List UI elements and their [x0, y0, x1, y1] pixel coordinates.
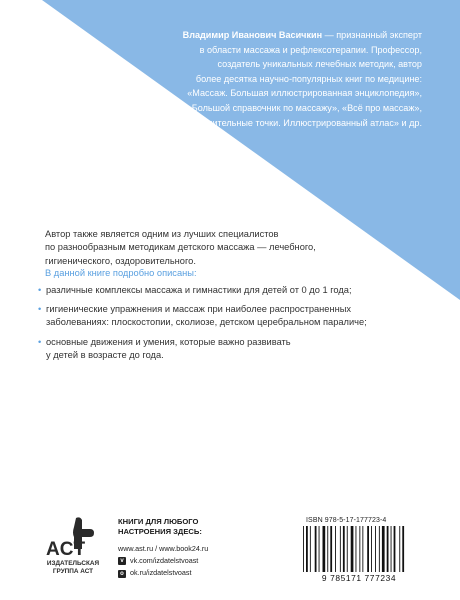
- author-bio-line-7: «Целительные точки. Иллюстрированный атлас» и др.: [190, 117, 422, 128]
- publisher-links: [118, 543, 208, 580]
- svg-text:ACT: ACT: [46, 539, 86, 560]
- author-bio-line-2: в области массажа и рефлексотерапии. Профессор,: [199, 44, 422, 55]
- author-bio-line-4: более десятка научно-популярных книг по медицине:: [195, 73, 422, 84]
- list-heading: В данной книге подробно описаны:: [45, 268, 197, 278]
- author-name: Владимир Иванович Васичкин: [182, 30, 323, 40]
- list-item: • гигиенические упражнения и массаж при наиболее распространенных заболеваниях: плоскостопии, сколиозе, детском церебральном параличе;: [38, 304, 367, 328]
- author-bio-line-5: «Массаж. Большая иллюстрированная энциклопедия»,: [187, 88, 422, 99]
- intro-paragraph: [45, 228, 375, 268]
- barcode-icon: [300, 526, 418, 572]
- ok-link[interactable]: o ok.ru/izdatelstvoast: [118, 567, 208, 579]
- vk-icon: v: [118, 557, 126, 565]
- author-bio-line-3: создатель уникальных лечебных методик, автор: [217, 59, 422, 70]
- list-item: • основные движения и умения, которые важно развивать у детей в возрасте до года.: [38, 336, 291, 360]
- intro-line-3: гигиенического, оздоровительного.: [45, 255, 196, 266]
- website-link[interactable]: www.ast.ru / www.book24.ru: [118, 544, 209, 553]
- bullet-icon: •: [38, 304, 42, 315]
- books-heading: КНИГИ ДЛЯ ЛЮБОГО НАСТРОЕНИЯ ЗДЕСЬ:: [118, 517, 202, 536]
- isbn: ISBN 978-5-17-177723-4: [306, 517, 387, 524]
- author-bio: [150, 28, 422, 130]
- vk-link[interactable]: v vk.com/izdatelstvoast: [118, 555, 208, 567]
- publisher-caption: ИЗДАТЕЛЬСКАЯ ГРУППА АСТ: [46, 560, 100, 575]
- barcode-number: 9 785171 777234: [321, 573, 397, 583]
- bullet-icon: •: [38, 336, 42, 347]
- topics-list: [38, 284, 388, 368]
- ok-icon: o: [118, 570, 126, 578]
- author-bio-line-6: «Большой справочник по массажу», «Всё про массаж»,: [186, 102, 422, 113]
- list-item: • различные комплексы массажа и гимнастики для детей от 0 до 1 года;: [38, 284, 388, 297]
- bullet-icon: •: [38, 285, 42, 295]
- author-bio-line-1: Владимир Иванович Васичкин — признанный эксперт: [182, 30, 422, 40]
- intro-line-1: Автор также является одним из лучших специалистов: [45, 229, 279, 239]
- intro-line-2: по разнообразным методикам детского массажа — лечебного,: [45, 242, 316, 253]
